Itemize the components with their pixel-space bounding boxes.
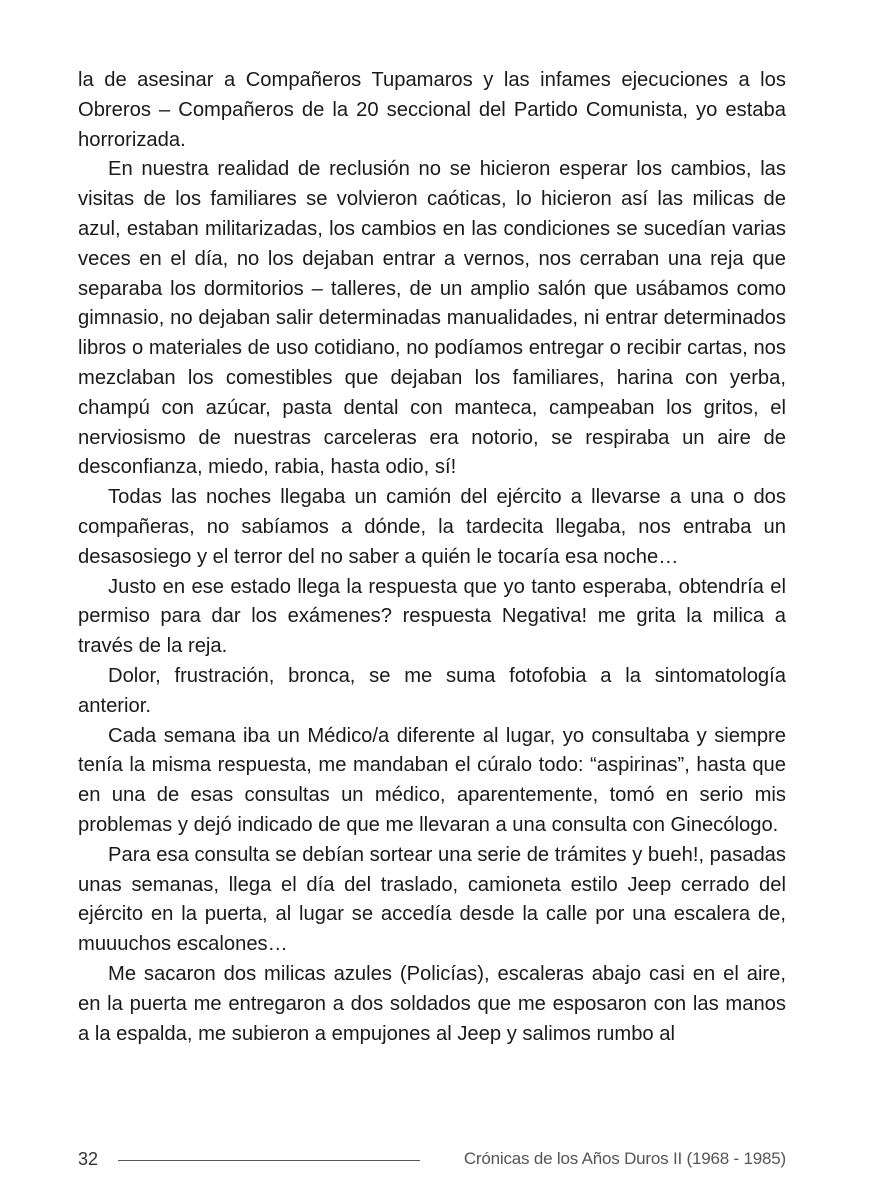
paragraph-1: la de asesinar a Compañeros Tupamaros y las infames ejecuciones a los Obreros – Compañeros de la 20 seccional del Partido Comunista, yo estaba horrorizada. [78, 69, 786, 151]
footer-divider [118, 1160, 420, 1161]
paragraph-8: Me sacaron dos milicas azules (Policías), escaleras abajo casi en el aire, en la puerta me entregaron a dos soldados que me esposaron con las manos a la espalda, me subieron a empujones al Jeep y salimos rumbo al [78, 962, 786, 1045]
paragraph-3: Todas las noches llegaba un camión del ejército a llevarse a una o dos compañeras, no sabíamos a dónde, la tardecita llegaba, nos entraba un desasosiego y el terror del no saber a quién le tocaría esa noche… [78, 486, 786, 568]
body-text [78, 66, 786, 1049]
page-number: 32 [78, 1149, 99, 1169]
running-title: Crónicas de los Años Duros II (1968 - 1985) [463, 1149, 786, 1168]
paragraph-2: En nuestra realidad de reclusión no se hicieron esperar los cambios, las visitas de los familiares se volvieron caóticas, lo hicieron así las milicas de azul, estaban militarizadas, los cambios en las condiciones se sucedían varias veces en el día, no los dejaban entrar a vernos, nos cerraban una reja que separaba los dormitorios – talleres, de un amplio salón que usábamos como gimnasio, no dejaban salir determinadas manualidades, ni entrar determinados libros o materiales de uso cotidiano, no podíamos entregar o recibir cartas, nos mezclaban los comestibles que dejaban los familiares, harina con yerba, champú con azúcar, pasta dental con manteca, campeaban los gritos, el nerviosismo de nuestras carceleras era notorio, se respiraba un aire de desconfianza, miedo, rabia, hasta odio, sí! [78, 158, 786, 479]
paragraph-5: Dolor, frustración, bronca, se me suma fotofobia a la sintomatología anterior. [78, 664, 786, 717]
paragraph-7: Para esa consulta se debían sortear una serie de trámites y bueh!, pasadas unas semanas, llega el día del traslado, camioneta estilo Jeep cerrado del ejército en la puerta, al lugar se accedía desde la calle por una escalera de, muuuchos escalones… [78, 843, 786, 956]
page-footer [78, 1147, 786, 1173]
paragraph-6: Cada semana iba un Médico/a diferente al lugar, yo consultaba y siempre tenía la misma respuesta, me mandaban el cúralo todo: “aspirinas”, hasta que en una de esas consultas un médico, aparentemente, tomó en serio mis problemas y dejó indicado de que me llevaran a una consulta con Ginecólogo. [78, 724, 786, 836]
paragraph-4: Justo en ese estado llega la respuesta que yo tanto esperaba, obtendría el permiso para dar los exámenes? respuesta Negativa! me grita la milica a través de la reja. [78, 575, 786, 658]
